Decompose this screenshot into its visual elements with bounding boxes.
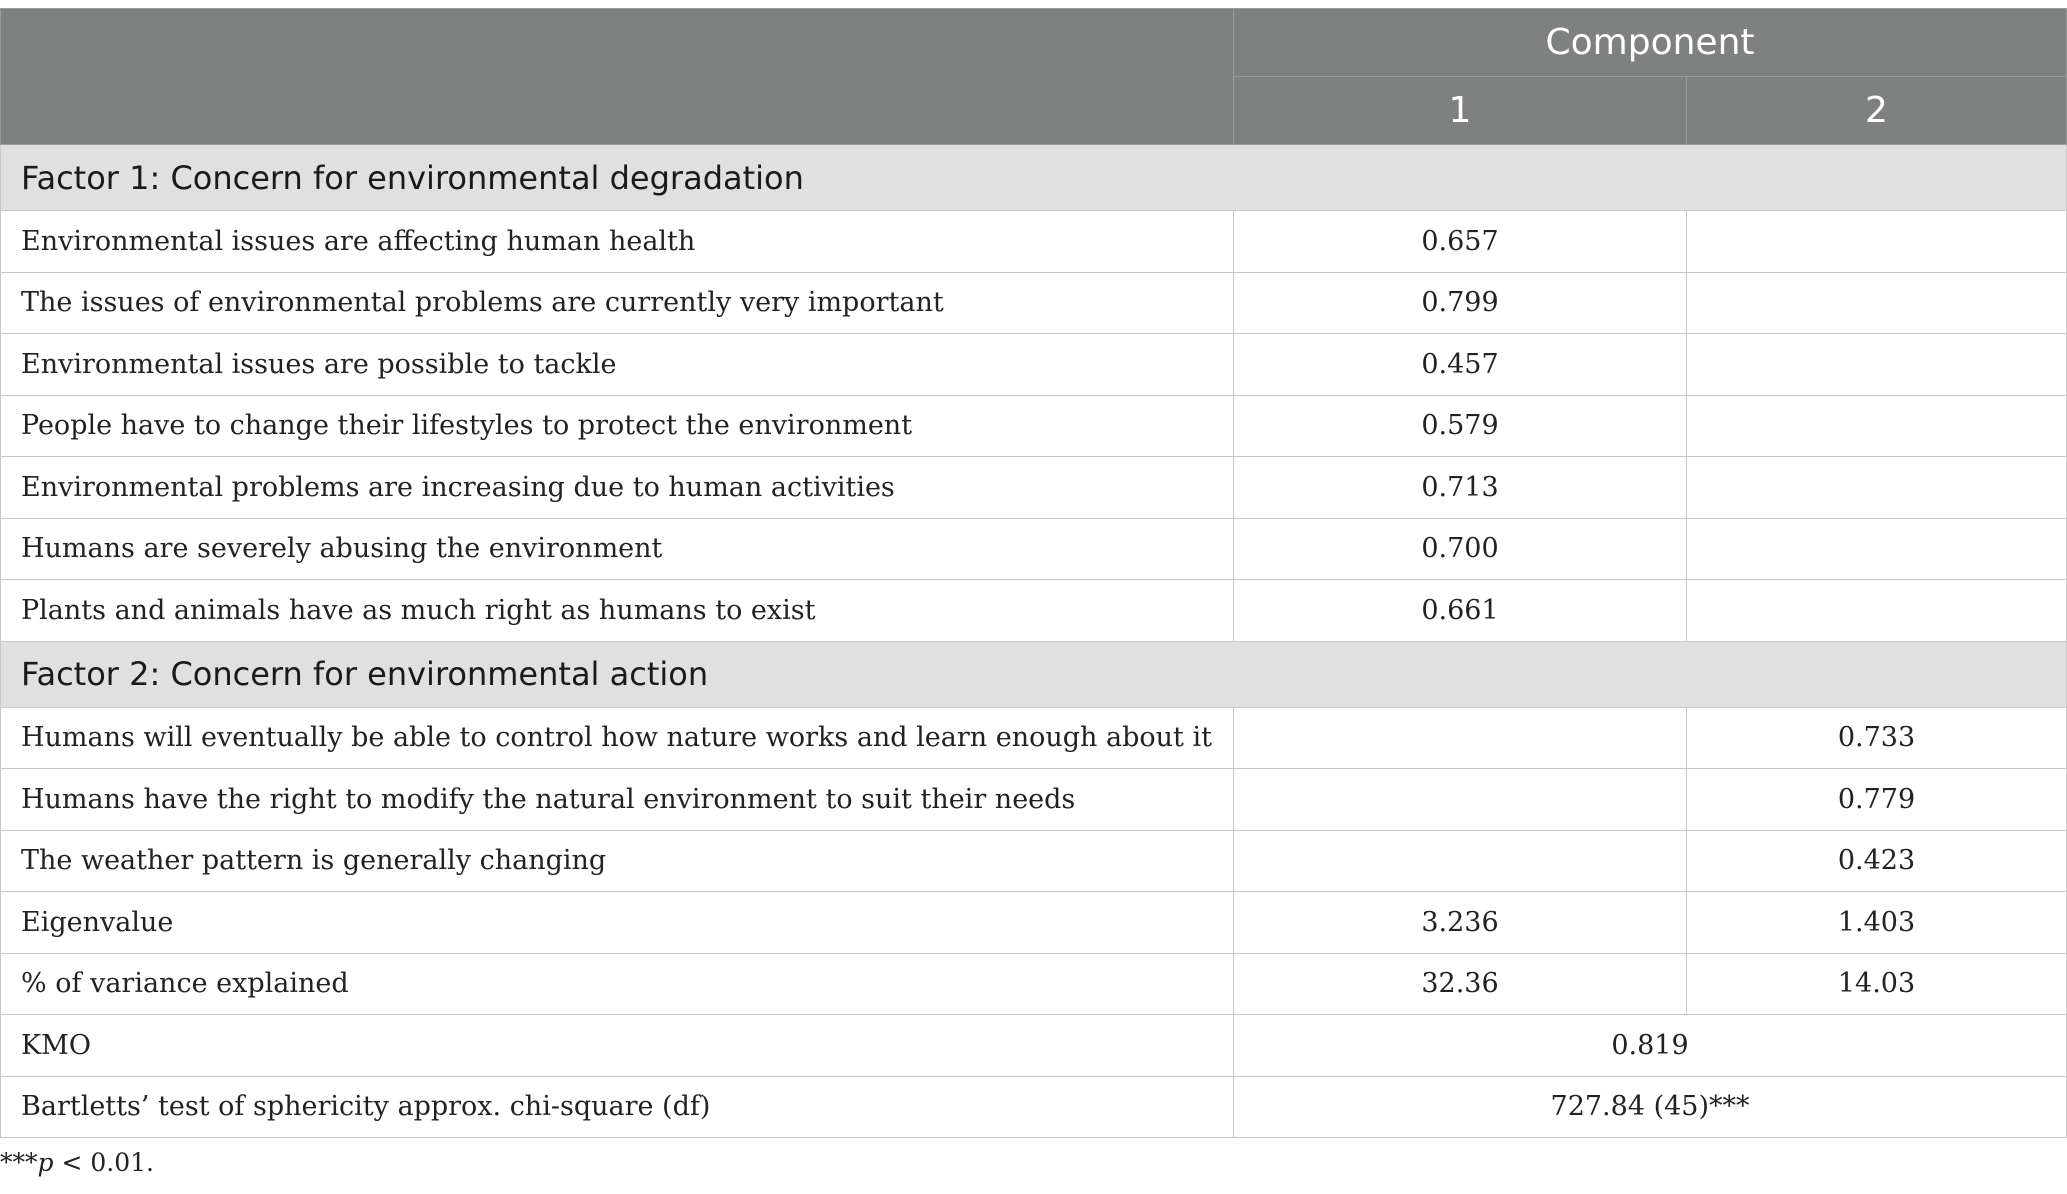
component-2-value — [1687, 518, 2067, 580]
component-1-value: 0.713 — [1234, 457, 1687, 519]
table-row — [1, 272, 2067, 334]
table-row — [1, 518, 2067, 580]
component-2-value: 0.423 — [1687, 830, 2067, 892]
component-1-value — [1234, 830, 1687, 892]
component-2-value — [1687, 580, 2067, 642]
row-label: Plants and animals have as much right as humans to exist — [1, 580, 1234, 642]
table-row — [1, 395, 2067, 457]
component-1-header: 1 — [1234, 77, 1687, 145]
component-2-value — [1687, 272, 2067, 334]
row-label: % of variance explained — [1, 953, 1234, 1015]
row-label: Humans will eventually be able to control how nature works and learn enough about it — [1, 707, 1234, 769]
row-label: Eigenvalue — [1, 892, 1234, 954]
footnote-stars: *** — [0, 1148, 38, 1177]
table-row — [1, 892, 2067, 954]
component-1-value: 0.799 — [1234, 272, 1687, 334]
component-2-value — [1687, 211, 2067, 273]
row-label: The weather pattern is generally changing — [1, 830, 1234, 892]
component-1-value: 0.700 — [1234, 518, 1687, 580]
component-2-value — [1687, 457, 2067, 519]
component-1-value — [1234, 769, 1687, 831]
row-label: Bartletts’ test of sphericity approx. chi-square (df) — [1, 1076, 1234, 1138]
component-1-value — [1234, 707, 1687, 769]
component-2-header: 2 — [1687, 77, 2067, 145]
component-2-value: 14.03 — [1687, 953, 2067, 1015]
factor-loadings-table — [0, 8, 2067, 1138]
table-row — [1, 830, 2067, 892]
footnote-p-symbol: p — [37, 1148, 54, 1177]
row-label: The issues of environmental problems are currently very important — [1, 272, 1234, 334]
section-title: Factor 1: Concern for environmental degradation — [1, 145, 2067, 211]
component-1-value: 3.236 — [1234, 892, 1687, 954]
summary-value: 727.84 (45)*** — [1234, 1076, 2067, 1138]
component-1-value: 32.36 — [1234, 953, 1687, 1015]
table-wrapper — [0, 8, 2066, 1138]
row-label: Environmental issues are affecting human health — [1, 211, 1234, 273]
component-2-value: 0.779 — [1687, 769, 2067, 831]
component-header: Component — [1234, 9, 2067, 77]
header-empty-cell — [1, 9, 1234, 145]
row-label: KMO — [1, 1015, 1234, 1077]
table-row — [1, 457, 2067, 519]
table-row — [1, 707, 2067, 769]
table-row — [1, 334, 2067, 396]
table-row — [1, 580, 2067, 642]
row-label: People have to change their lifestyles to protect the environment — [1, 395, 1234, 457]
component-1-value: 0.657 — [1234, 211, 1687, 273]
section-header-row — [1, 641, 2067, 707]
footnote-text: < 0.01. — [53, 1148, 154, 1177]
row-label: Humans have the right to modify the natural environment to suit their needs — [1, 769, 1234, 831]
summary-value: 0.819 — [1234, 1015, 2067, 1077]
component-1-value: 0.661 — [1234, 580, 1687, 642]
table-row — [1, 953, 2067, 1015]
table-row — [1, 211, 2067, 273]
header-row-1 — [1, 9, 2067, 77]
row-label: Environmental issues are possible to tackle — [1, 334, 1234, 396]
component-2-value: 1.403 — [1687, 892, 2067, 954]
component-2-value — [1687, 395, 2067, 457]
component-2-value — [1687, 334, 2067, 396]
row-label: Environmental problems are increasing due to human activities — [1, 457, 1234, 519]
table-row — [1, 1015, 2067, 1077]
table-footnote — [0, 1148, 154, 1177]
table-header — [1, 9, 2067, 145]
section-header-row — [1, 145, 2067, 211]
component-2-value: 0.733 — [1687, 707, 2067, 769]
component-1-value: 0.457 — [1234, 334, 1687, 396]
section-title: Factor 2: Concern for environmental action — [1, 641, 2067, 707]
row-label: Humans are severely abusing the environment — [1, 518, 1234, 580]
table-row — [1, 769, 2067, 831]
component-1-value: 0.579 — [1234, 395, 1687, 457]
table-body — [1, 145, 2067, 1138]
table-row — [1, 1076, 2067, 1138]
